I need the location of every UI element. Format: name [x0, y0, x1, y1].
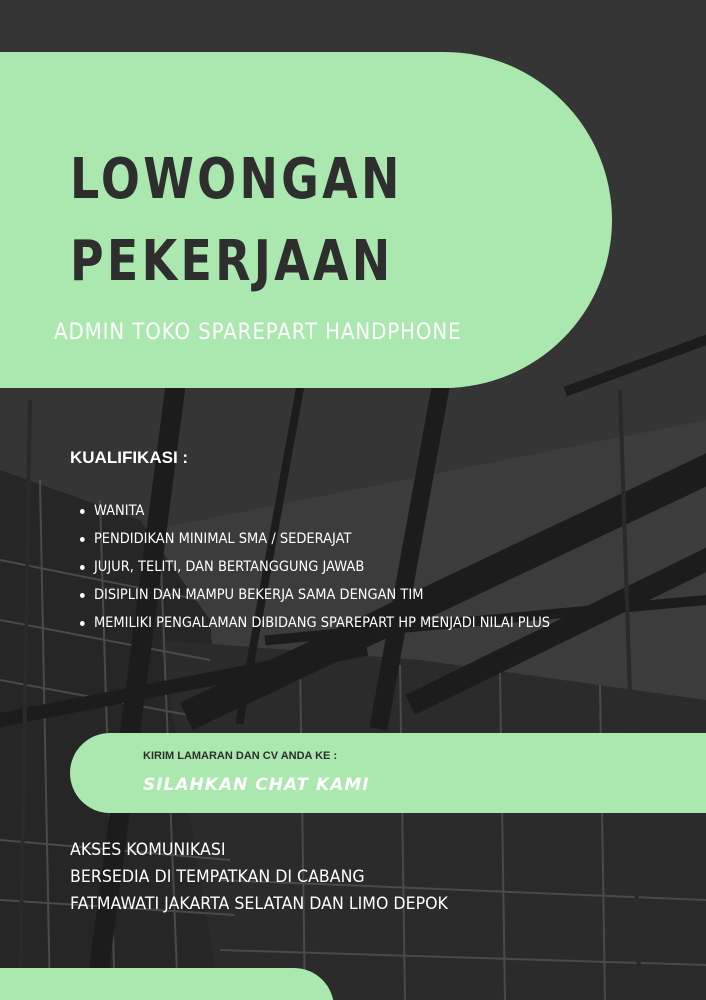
qualifications-heading: KUALIFIKASI : [70, 448, 189, 467]
bullet-icon [80, 537, 85, 542]
headline-line-2: PEKERJAAN [70, 229, 394, 294]
qualification-text: MEMILIKI PENGALAMAN DIBIDANG SPAREPART HP MENJADI NILAI PLUS [93, 615, 551, 631]
list-item [80, 553, 550, 581]
contact-label: KIRIM LAMARAN DAN CV ANDA KE : [143, 750, 338, 762]
list-item [80, 581, 550, 609]
qualification-text: WANITA [93, 503, 145, 519]
qualification-text: PENDIDIKAN MINIMAL SMA / SEDERAJAT [93, 531, 352, 547]
list-item [80, 525, 550, 553]
benefit-line: BERSEDIA DI TEMPATKAN DI CABANG [70, 867, 365, 887]
qualification-text: DISIPLIN DAN MAMPU BEKERJA SAMA DENGAN TIM [93, 587, 424, 603]
bullet-icon [80, 565, 85, 570]
headline-line-1: LOWONGAN [70, 147, 403, 212]
contact-banner [70, 733, 706, 813]
bullet-icon [80, 509, 85, 514]
benefit-line: AKSES KOMUNIKASI [70, 840, 226, 860]
benefits-block [70, 837, 476, 918]
bullet-icon [80, 593, 85, 598]
chat-us-cta: SILAHKAN CHAT KAMI [143, 775, 370, 795]
position-title: ADMIN TOKO SPAREPART HANDPHONE [54, 320, 462, 345]
qualifications-list [80, 497, 585, 637]
list-item [80, 497, 550, 525]
benefit-line: FATMAWATI JAKARTA SELATAN DAN LIMO DEPOK [70, 894, 448, 914]
qualification-text: JUJUR, TELITI, DAN BERTANGGUNG JAWAB [93, 559, 365, 575]
bottom-accent-band [0, 968, 334, 1000]
bullet-icon [80, 621, 85, 626]
list-item [80, 609, 550, 637]
